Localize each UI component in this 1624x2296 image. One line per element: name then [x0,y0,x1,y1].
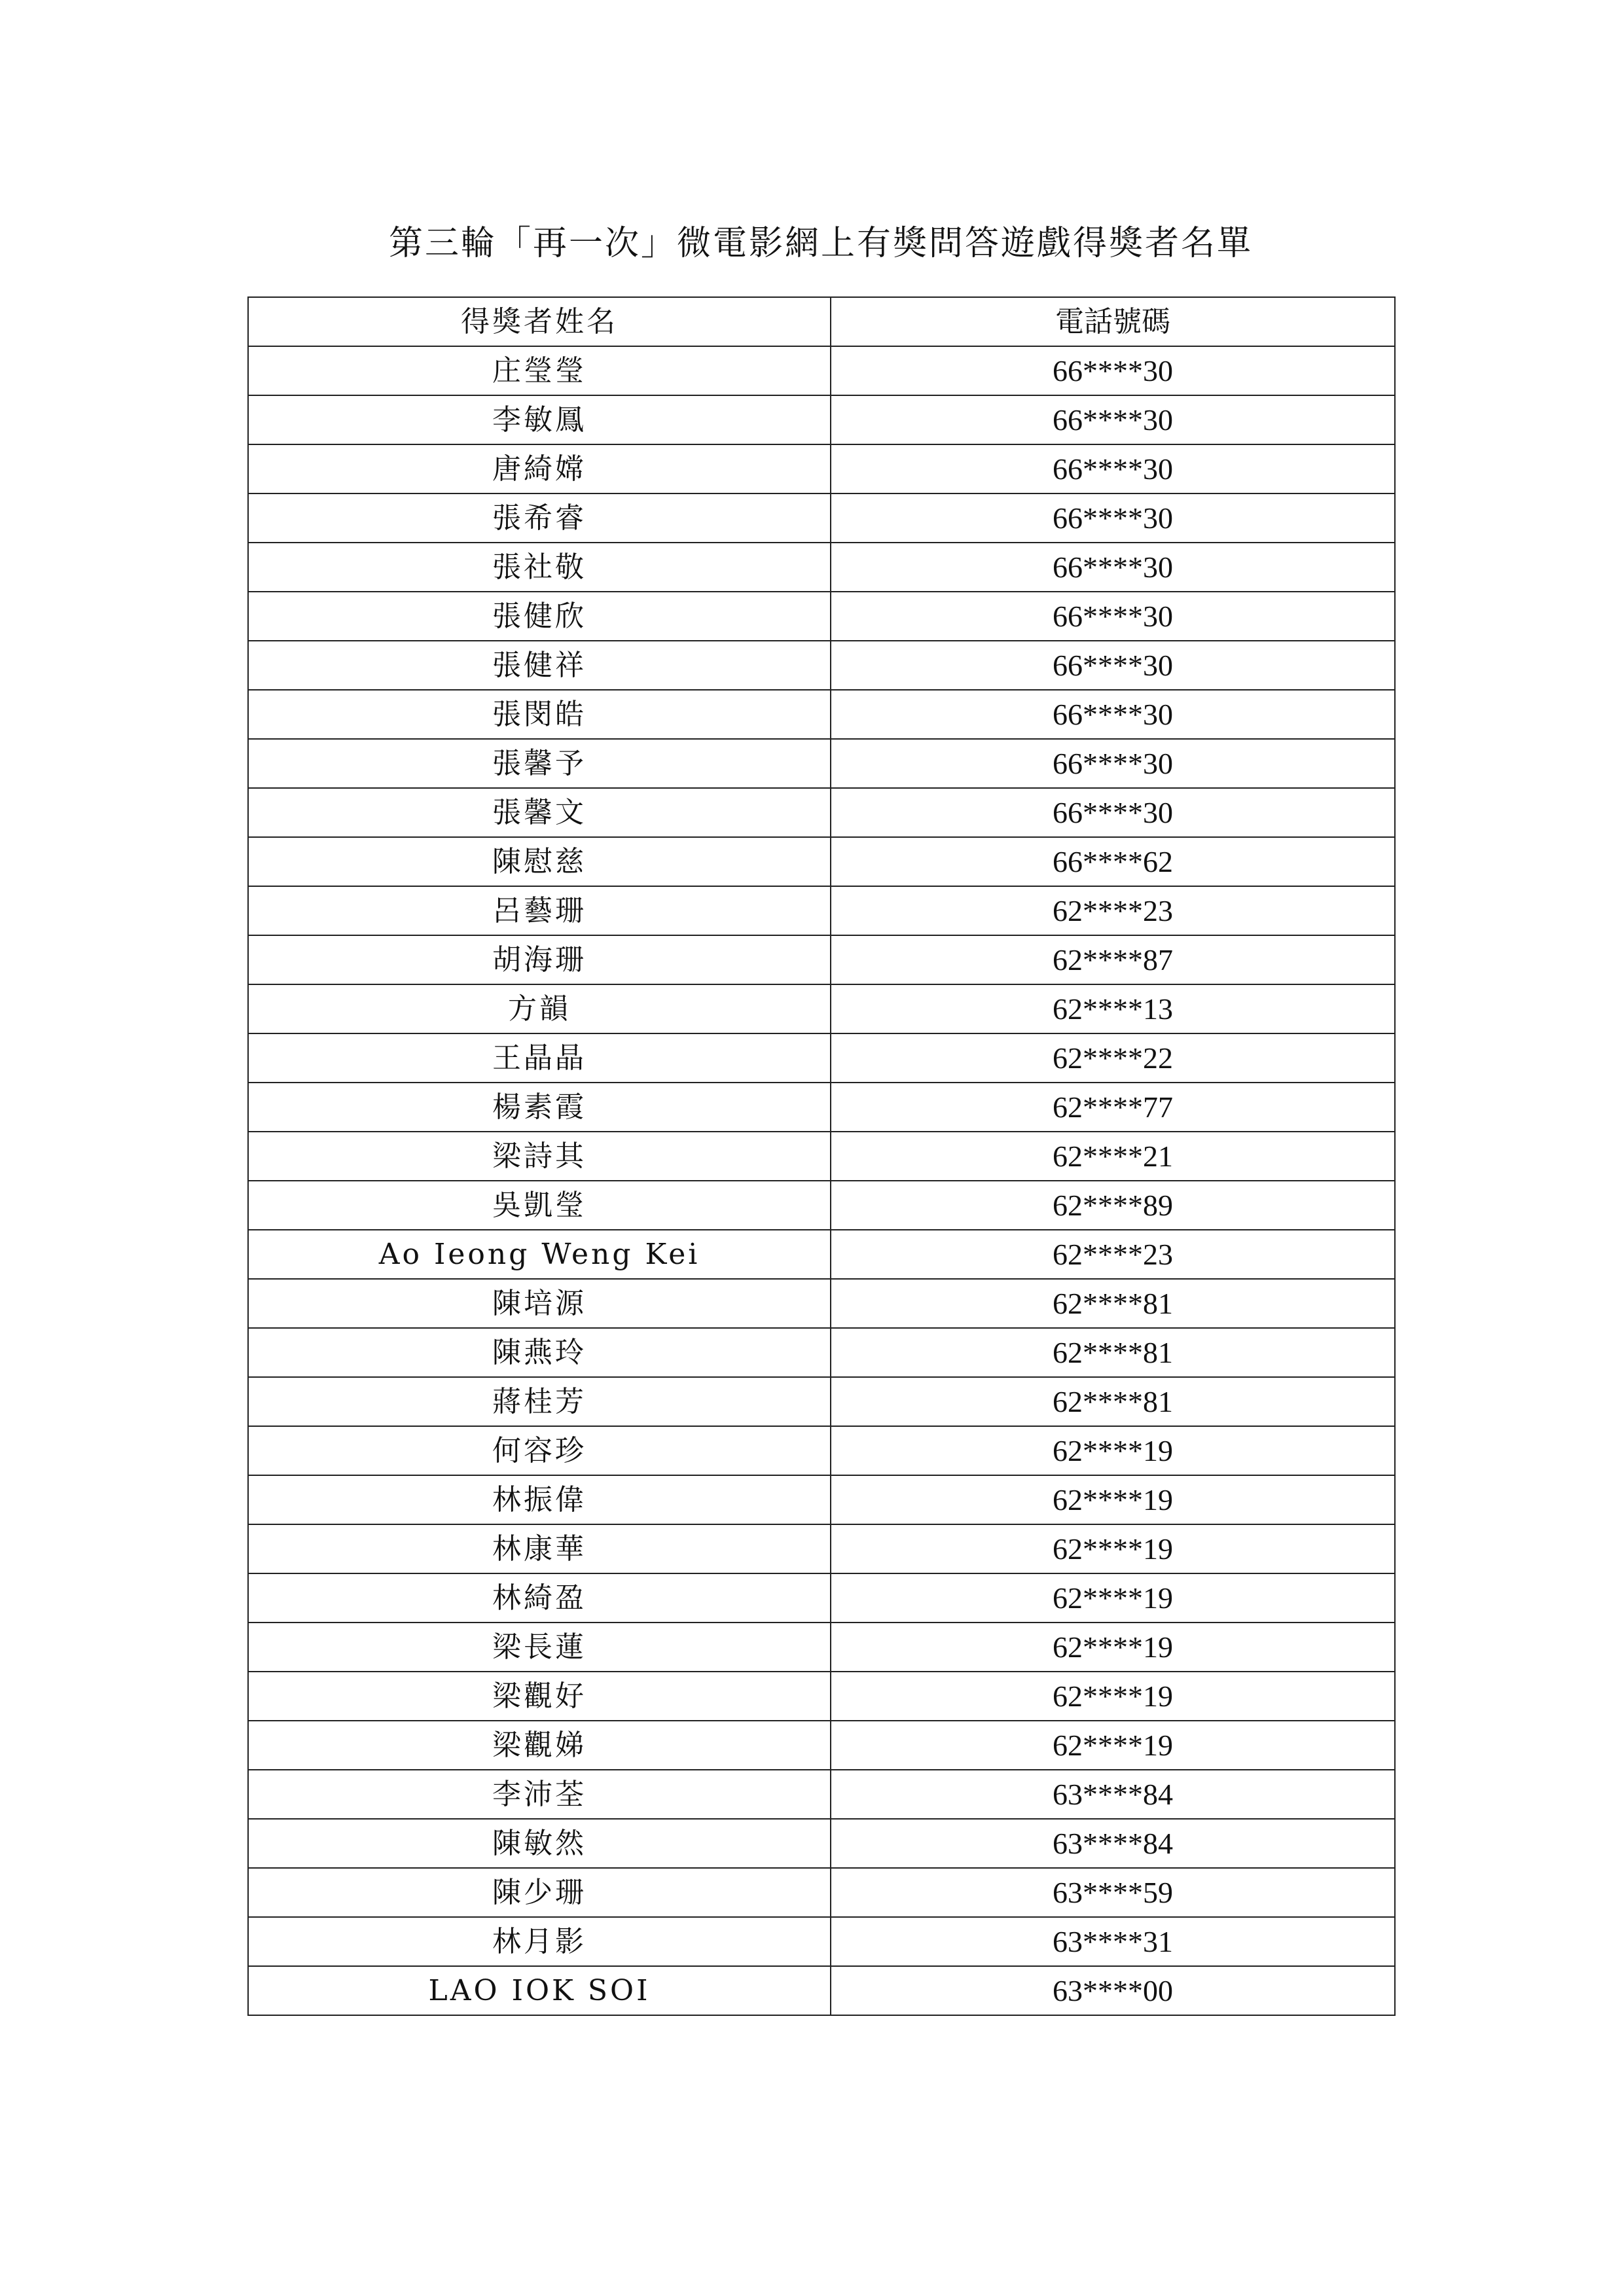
winner-name-cell: 庄瑩瑩 [248,346,831,395]
table-row [248,493,1395,543]
winner-name-cell: 張希睿 [248,493,831,543]
table-row [248,1623,1395,1672]
table-row [248,1672,1395,1721]
table-row [248,1279,1395,1328]
phone-number-cell: 62****13 [831,984,1395,1033]
phone-number-cell: 63****59 [831,1868,1395,1917]
table-row [248,1770,1395,1819]
winner-name-cell: 陳培源 [248,1279,831,1328]
table-row [248,1132,1395,1181]
table-row [248,1230,1395,1279]
phone-number-cell: 66****62 [831,837,1395,886]
table-row [248,444,1395,493]
table-row [248,935,1395,984]
header-phone: 電話號碼 [831,297,1395,346]
phone-number-cell: 66****30 [831,641,1395,690]
phone-number-cell: 62****89 [831,1181,1395,1230]
winner-name-cell: 林綺盈 [248,1573,831,1623]
table-row [248,690,1395,739]
table-row [248,984,1395,1033]
table-body [248,346,1395,2015]
phone-number-cell: 66****30 [831,543,1395,592]
phone-number-cell: 63****00 [831,1966,1395,2015]
winner-name-cell: 何容珍 [248,1426,831,1475]
winner-name-cell: 梁詩其 [248,1132,831,1181]
phone-number-cell: 66****30 [831,739,1395,788]
phone-number-cell: 62****81 [831,1328,1395,1377]
phone-number-cell: 66****30 [831,690,1395,739]
table-row [248,592,1395,641]
winner-name-cell: 李沛荃 [248,1770,831,1819]
phone-number-cell: 62****77 [831,1083,1395,1132]
winners-table [247,296,1396,2016]
winner-name-cell: 陳少珊 [248,1868,831,1917]
winner-name-cell: 林月影 [248,1917,831,1966]
table-row [248,1377,1395,1426]
phone-number-cell: 66****30 [831,346,1395,395]
winner-name-cell: 陳燕玲 [248,1328,831,1377]
table-row [248,1573,1395,1623]
table-row [248,1426,1395,1475]
table-row [248,1033,1395,1083]
table-row [248,641,1395,690]
table-row [248,1524,1395,1573]
header-name: 得獎者姓名 [248,297,831,346]
winner-name-cell: 唐綺嫦 [248,444,831,493]
table-row [248,1721,1395,1770]
table-row [248,1181,1395,1230]
phone-number-cell: 62****19 [831,1524,1395,1573]
winner-name-cell: 林康華 [248,1524,831,1573]
phone-number-cell: 63****31 [831,1917,1395,1966]
winner-name-cell: 張馨文 [248,788,831,837]
table-row [248,1868,1395,1917]
phone-number-cell: 66****30 [831,788,1395,837]
table-row [248,837,1395,886]
phone-number-cell: 62****81 [831,1279,1395,1328]
phone-number-cell: 66****30 [831,395,1395,444]
phone-number-cell: 62****87 [831,935,1395,984]
winner-name-cell: 張馨予 [248,739,831,788]
phone-number-cell: 66****30 [831,592,1395,641]
winner-name-cell: 呂藝珊 [248,886,831,935]
winner-name-cell: 蔣桂芳 [248,1377,831,1426]
winner-name-cell: 李敏鳳 [248,395,831,444]
table-row [248,395,1395,444]
table-row [248,1966,1395,2015]
table-row [248,788,1395,837]
phone-number-cell: 66****30 [831,444,1395,493]
phone-number-cell: 62****19 [831,1475,1395,1524]
phone-number-cell: 66****30 [831,493,1395,543]
winner-name-cell: Ao Ieong Weng Kei [248,1230,831,1279]
winner-name-cell: 張社敬 [248,543,831,592]
phone-number-cell: 62****19 [831,1721,1395,1770]
phone-number-cell: 62****23 [831,1230,1395,1279]
table-row [248,1083,1395,1132]
winner-name-cell: 張健欣 [248,592,831,641]
winner-name-cell: 楊素霞 [248,1083,831,1132]
table-row [248,886,1395,935]
winner-name-cell: 陳慰慈 [248,837,831,886]
winner-name-cell: 張閔皓 [248,690,831,739]
phone-number-cell: 63****84 [831,1819,1395,1868]
phone-number-cell: 62****19 [831,1426,1395,1475]
phone-number-cell: 62****81 [831,1377,1395,1426]
winner-name-cell: 陳敏然 [248,1819,831,1868]
phone-number-cell: 62****19 [831,1623,1395,1672]
phone-number-cell: 62****19 [831,1573,1395,1623]
phone-number-cell: 62****23 [831,886,1395,935]
table-header [248,297,1395,346]
phone-number-cell: 62****19 [831,1672,1395,1721]
winner-name-cell: 方韻 [248,984,831,1033]
table-row [248,1475,1395,1524]
table-row [248,543,1395,592]
winner-name-cell: LAO IOK SOI [248,1966,831,2015]
winner-name-cell: 梁觀好 [248,1672,831,1721]
table-row [248,1917,1395,1966]
winner-name-cell: 吳凱瑩 [248,1181,831,1230]
winner-name-cell: 張健祥 [248,641,831,690]
winner-name-cell: 梁觀娣 [248,1721,831,1770]
table-row [248,346,1395,395]
winner-name-cell: 林振偉 [248,1475,831,1524]
page-title: 第三輪「再一次」微電影網上有獎問答遊戲得獎者名單 [388,224,1253,263]
table-row [248,739,1395,788]
table-row [248,1819,1395,1868]
winner-name-cell: 胡海珊 [248,935,831,984]
header-row [248,297,1395,346]
winner-name-cell: 梁長蓮 [248,1623,831,1672]
phone-number-cell: 62****21 [831,1132,1395,1181]
phone-number-cell: 63****84 [831,1770,1395,1819]
table-row [248,1328,1395,1377]
phone-number-cell: 62****22 [831,1033,1395,1083]
winner-name-cell: 王晶晶 [248,1033,831,1083]
